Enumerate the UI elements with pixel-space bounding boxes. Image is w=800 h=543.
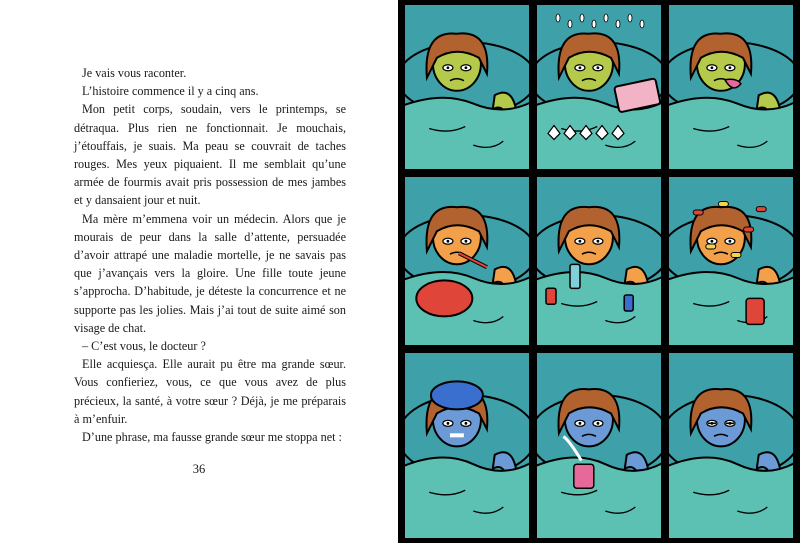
ice-pack-girl-icon bbox=[398, 352, 536, 543]
paragraph-6: Elle acquiesça. Elle aurait pu être ma grande sœur. Vous confieriez, vous, ce que vous avez de plus précieux, la santé, à votre sœur ? Déjà, je me préparais à m’enfuir. bbox=[74, 357, 346, 426]
paragraph-4: Ma mère m’emmena voir un médecin. Alors que je mourais de peur dans la salle d’attente, persuadée d’avoir attrapé une maladie mortelle, je ne savais pas que j’avançais vers la gloire. Une fille toute jeune s’approcha. D’habitude, je déteste la concurrence et ne supporte pas les jolies. Mais j’ai tout de suite aimé son visage de chat. bbox=[74, 211, 346, 335]
paragraph-1: Je vais vous raconter. bbox=[82, 66, 187, 80]
thermometer-girl-icon bbox=[398, 176, 536, 351]
sneezing-girl-tissues-icon bbox=[530, 4, 669, 175]
paragraph-5: – C’est vous, le docteur ? bbox=[82, 339, 206, 354]
paragraph-2: L’histoire commence il y a cinq ans. bbox=[82, 84, 259, 99]
pills-girl-icon bbox=[662, 176, 800, 351]
text-block bbox=[74, 64, 346, 446]
comic-strip bbox=[398, 0, 800, 543]
page-number: 36 bbox=[192, 462, 206, 476]
sick-green-girl-icon bbox=[398, 4, 536, 175]
text-page bbox=[0, 0, 398, 543]
illustration-page bbox=[398, 0, 800, 543]
girl-tongue-out-icon bbox=[662, 4, 800, 175]
restless-legs-icon bbox=[530, 176, 669, 351]
paragraph-7: D’une phrase, ma fausse grande sœur me stoppa net : bbox=[82, 430, 342, 445]
paragraph-3: Mon petit corps, soudain, vers le printemps, se détraqua. Plus rien ne fonctionnait. Je mouchais, j’étouffais, je suais. Ma peau se couvrait de taches rouges. Mes yeux piquaient. Il me semblait qu’une armée de fourmis avait pris possession de mes jambes et y dansaient jour et nuit. bbox=[74, 102, 346, 208]
girl-with-mug-icon bbox=[530, 352, 669, 543]
sleeping-girl-icon bbox=[662, 352, 800, 543]
